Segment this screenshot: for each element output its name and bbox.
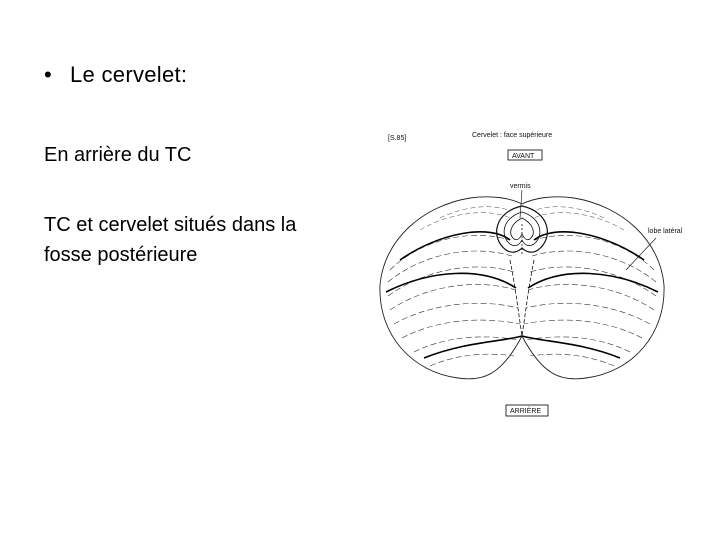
primary-fissures [386, 232, 658, 358]
text-paragraph-2 [44, 210, 364, 270]
back-label: ARRIÈRE [510, 408, 542, 415]
lateral-lobe-label: lobe latéral [648, 228, 683, 235]
bullet-icon: • [44, 62, 53, 87]
figure-ref: [S.85] [388, 135, 407, 142]
text-line-2b: fosse postérieure [44, 244, 198, 266]
title-text: Le cervelet: [70, 62, 188, 87]
lateral-lobe-pointer [626, 238, 656, 270]
front-label: AVANT [512, 153, 535, 160]
cerebellum-figure [360, 120, 690, 430]
figure-caption: Cervelet : face supérieure [472, 132, 553, 139]
vermis [497, 206, 548, 336]
slide-title [44, 62, 187, 88]
vermis-label: vermis [510, 183, 531, 190]
text-line-2a: TC et cervelet situés dans la [44, 214, 297, 236]
text-line-1: En arrière du TC [44, 144, 192, 166]
cerebellum-diagram [360, 120, 690, 430]
